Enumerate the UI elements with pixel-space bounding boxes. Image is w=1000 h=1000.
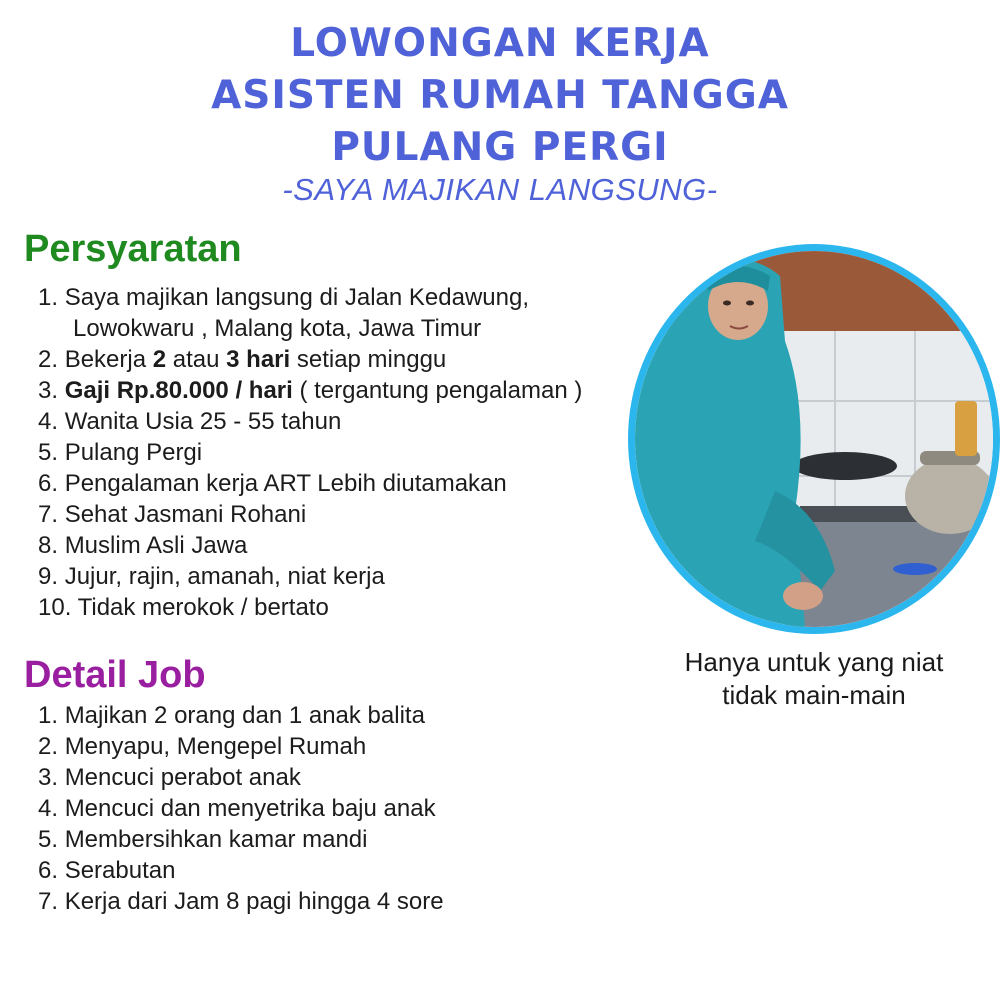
list-item: 2. Bekerja 2 atau 3 hari setiap minggu bbox=[38, 346, 447, 373]
list-item: 7. Kerja dari Jam 8 pagi hingga 4 sore bbox=[38, 888, 444, 915]
job-detail-heading: Detail Job bbox=[24, 654, 206, 696]
list-item: 3. Mencuci perabot anak bbox=[38, 764, 301, 791]
title-line-2: ASISTEN RUMAH TANGGA bbox=[211, 73, 789, 118]
title-line-3: PULANG PERGI bbox=[331, 125, 669, 170]
list-item: 1. Majikan 2 orang dan 1 anak balita bbox=[38, 702, 425, 729]
list-item: 1. Saya majikan langsung di Jalan Kedawung, bbox=[38, 284, 529, 311]
caption-line-1: Hanya untuk yang niat bbox=[684, 647, 944, 677]
list-item: 5. Pulang Pergi bbox=[38, 439, 203, 466]
list-item: 3. Gaji Rp.80.000 / hari ( tergantung pengalaman ) bbox=[38, 377, 583, 404]
list-item: 5. Membersihkan kamar mandi bbox=[38, 826, 368, 853]
list-item: Lowokwaru , Malang kota, Jawa Timur bbox=[73, 315, 482, 342]
list-item: 6. Serabutan bbox=[38, 857, 176, 884]
list-item: 2. Menyapu, Mengepel Rumah bbox=[38, 733, 367, 760]
kitchen-scene-illustration bbox=[635, 251, 993, 627]
woman-cooking-photo bbox=[628, 244, 1000, 634]
list-item: 8. Muslim Asli Jawa bbox=[38, 532, 248, 559]
list-item: 10. Tidak merokok / bertato bbox=[38, 594, 329, 621]
list-item: 9. Jujur, rajin, amanah, niat kerja bbox=[38, 563, 385, 590]
caption-line-2: tidak main-main bbox=[722, 680, 906, 710]
list-item: 6. Pengalaman kerja ART Lebih diutamakan bbox=[38, 470, 507, 497]
list-item: 4. Wanita Usia 25 - 55 tahun bbox=[38, 408, 342, 435]
job-detail-list bbox=[38, 700, 444, 917]
title-line-1: LOWONGAN KERJA bbox=[290, 21, 710, 66]
requirements-list bbox=[38, 282, 582, 623]
subtitle: -SAYA MAJIKAN LANGSUNG- bbox=[282, 172, 718, 207]
requirements-heading: Persyaratan bbox=[24, 228, 242, 270]
list-item: 7. Sehat Jasmani Rohani bbox=[38, 501, 307, 528]
list-item: 4. Mencuci dan menyetrika baju anak bbox=[38, 795, 436, 822]
